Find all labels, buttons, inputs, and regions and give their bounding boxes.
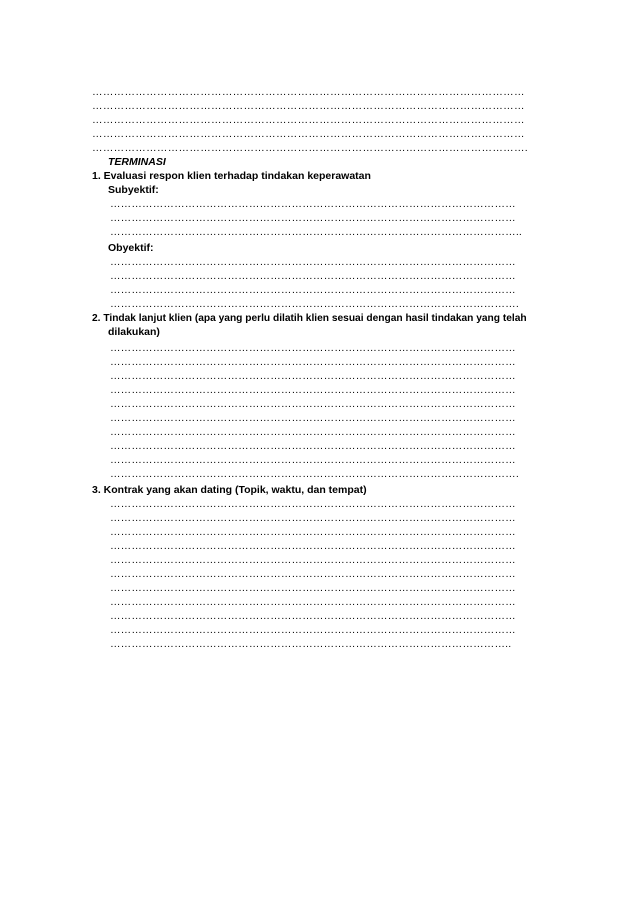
blank-line: …………………………………………………………………………………………………… [110, 554, 516, 566]
blank-line: ………………………………………………………………………………………………………… [92, 114, 525, 126]
blank-line: …………………………………………………………………………………………………… [110, 384, 516, 396]
item-1-heading: 1. Evaluasi respon klien terhadap tindakan keperawatan [92, 170, 371, 182]
subjektif-label: Subyektif: [108, 184, 159, 196]
blank-line: …………………………………………………………………………………………………… [110, 512, 516, 524]
objektif-label: Obyektif: [108, 242, 154, 254]
blank-line: …………………………………………………………………………………………………… [110, 284, 516, 296]
blank-line: …………………………………………………………………………………………………… [110, 342, 516, 354]
blank-line: …………………………………………………………………………………………………… [110, 426, 516, 438]
blank-line: ………………………………………………………………………………………………….. [110, 638, 512, 650]
item-3-heading: 3. Kontrak yang akan dating (Topik, waktu, dan tempat) [92, 484, 367, 496]
blank-line: …………………………………………………………………………………………………… [110, 610, 516, 622]
blank-line: ………………………………………………………………………………………………………… [92, 86, 525, 98]
blank-line: ………………………………………………………………………………………………………… [92, 128, 525, 140]
item-2-heading-cont: dilakukan) [108, 326, 160, 338]
section-heading-terminasi: TERMINASI [108, 156, 166, 168]
blank-line: …………………………………………………………………………………………………… [110, 440, 516, 452]
blank-line: …………………………………………………………………………………………………… [110, 198, 516, 210]
blank-line: …………………………………………………………………………………………………… [110, 212, 516, 224]
blank-line: ……………………………………………………………………………………………………. [110, 468, 519, 480]
item-2-heading: 2. Tindak lanjut klien (apa yang perlu dilatih klien sesuai dengan hasil tindakan yang telah [92, 313, 527, 324]
blank-line: …………………………………………………………………………………………………… [110, 256, 516, 268]
blank-line: ……………………………………………………………………………………………………. [110, 298, 519, 310]
blank-line: …………………………………………………………………………………………………… [110, 498, 516, 510]
blank-line: …………………………………………………………………………………………………… [110, 582, 516, 594]
blank-line: …………………………………………………………………………………………………………. [92, 142, 529, 154]
blank-line: …………………………………………………………………………………………………… [110, 624, 516, 636]
blank-line: …………………………………………………………………………………………………… [110, 412, 516, 424]
blank-line: …………………………………………………………………………………………………… [110, 596, 516, 608]
blank-line: …………………………………………………………………………………………………… [110, 356, 516, 368]
blank-line: …………………………………………………………………………………………………… [110, 526, 516, 538]
blank-line: ………………………………………………………………………………………………………… [92, 100, 525, 112]
blank-line: …………………………………………………………………………………………………… [110, 270, 516, 282]
blank-line: …………………………………………………………………………………………………… [110, 398, 516, 410]
blank-line: …………………………………………………………………………………………………… [110, 568, 516, 580]
blank-line: …………………………………………………………………………………………………….. [110, 226, 523, 238]
blank-line: …………………………………………………………………………………………………… [110, 540, 516, 552]
blank-line: …………………………………………………………………………………………………… [110, 370, 516, 382]
blank-line: …………………………………………………………………………………………………… [110, 454, 516, 466]
